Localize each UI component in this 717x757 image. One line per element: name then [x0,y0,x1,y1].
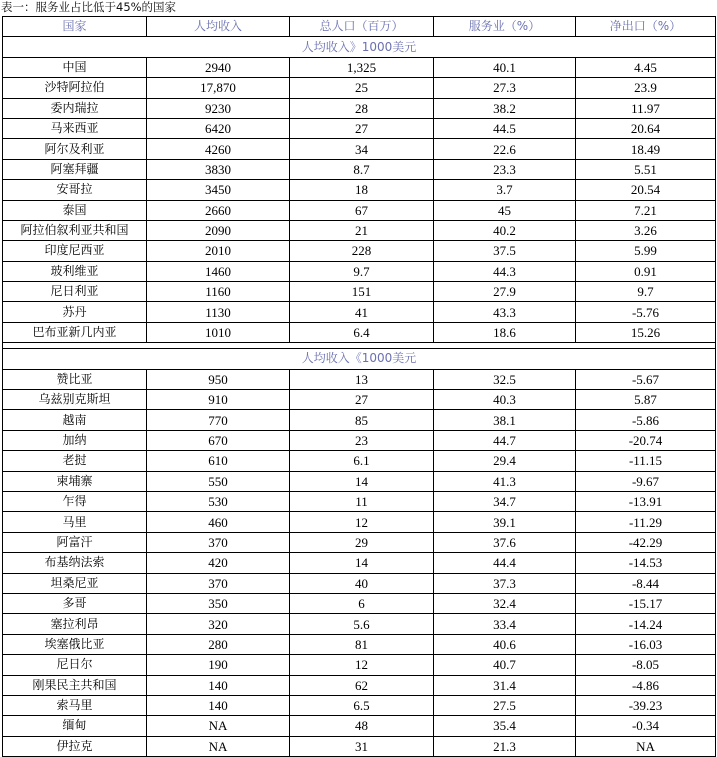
cell-net-exports: -11.15 [576,451,716,471]
cell-income: NA [147,736,290,756]
cell-population: 40 [290,573,434,593]
cell-country: 安哥拉 [3,180,147,200]
cell-net-exports: -15.17 [576,593,716,613]
cell-services: 33.4 [434,614,576,634]
cell-population: 14 [290,553,434,573]
table-row [3,200,716,220]
cell-income: 2660 [147,200,290,220]
cell-country: 巴布亚新几内亚 [3,322,147,342]
cell-country: 塞拉利昂 [3,614,147,634]
cell-country: 马来西亚 [3,118,147,138]
cell-population: 18 [290,180,434,200]
cell-population: 6 [290,593,434,613]
table-row [3,451,716,471]
cell-services: 40.1 [434,57,576,77]
section-header-row [3,349,716,369]
cell-country: 阿塞拜疆 [3,159,147,179]
cell-income: 320 [147,614,290,634]
cell-income: 910 [147,390,290,410]
cell-income: 2940 [147,57,290,77]
cell-population: 5.6 [290,614,434,634]
table-row [3,573,716,593]
cell-income: 2010 [147,241,290,261]
header-services: 服务业（%） [434,17,576,37]
table-row [3,532,716,552]
table-row [3,593,716,613]
cell-services: 40.2 [434,220,576,240]
cell-net-exports: -8.05 [576,655,716,675]
cell-net-exports: -5.76 [576,302,716,322]
cell-net-exports: 20.64 [576,118,716,138]
cell-income: 1160 [147,282,290,302]
cell-population: 34 [290,139,434,159]
cell-income: 370 [147,573,290,593]
cell-income: 770 [147,410,290,430]
cell-country: 加纳 [3,430,147,450]
cell-country: 阿尔及利亚 [3,139,147,159]
cell-income: 670 [147,430,290,450]
cell-net-exports: -5.67 [576,369,716,389]
cell-services: 44.4 [434,553,576,573]
cell-net-exports: 20.54 [576,180,716,200]
cell-population: 9.7 [290,261,434,281]
table-row [3,180,716,200]
cell-population: 1,325 [290,57,434,77]
table-row [3,78,716,98]
section-header-row [3,37,716,57]
cell-income: 550 [147,471,290,491]
cell-income: 17,870 [147,78,290,98]
cell-country: 越南 [3,410,147,430]
cell-net-exports: 5.99 [576,241,716,261]
cell-population: 31 [290,736,434,756]
table-body [3,37,716,757]
table-row [3,118,716,138]
cell-services: 43.3 [434,302,576,322]
cell-net-exports: -20.74 [576,430,716,450]
table-row [3,302,716,322]
cell-net-exports: 3.26 [576,220,716,240]
cell-net-exports: -0.34 [576,716,716,736]
cell-population: 14 [290,471,434,491]
cell-country: 坦桑尼亚 [3,573,147,593]
cell-services: 37.3 [434,573,576,593]
cell-country: 印度尼西亚 [3,241,147,261]
cell-population: 41 [290,302,434,322]
header-population: 总人口（百万） [290,17,434,37]
header-net-exports: 净出口（%） [576,17,716,37]
cell-income: NA [147,716,290,736]
table-row [3,634,716,654]
cell-population: 6.5 [290,695,434,715]
cell-population: 13 [290,369,434,389]
table-row [3,614,716,634]
cell-net-exports: 5.87 [576,390,716,410]
cell-services: 31.4 [434,675,576,695]
table-row [3,390,716,410]
cell-population: 27 [290,118,434,138]
cell-country: 玻利维亚 [3,261,147,281]
table-row [3,471,716,491]
table-row [3,57,716,77]
table-row [3,159,716,179]
cell-country: 尼日尔 [3,655,147,675]
cell-population: 12 [290,512,434,532]
cell-net-exports: 15.26 [576,322,716,342]
cell-services: 38.2 [434,98,576,118]
cell-country: 埃塞俄比亚 [3,634,147,654]
cell-population: 62 [290,675,434,695]
table-row [3,512,716,532]
table-row [3,695,716,715]
cell-country: 赞比亚 [3,369,147,389]
cell-country: 乌兹别克斯坦 [3,390,147,410]
cell-net-exports: 5.51 [576,159,716,179]
cell-population: 67 [290,200,434,220]
cell-services: 44.3 [434,261,576,281]
cell-services: 38.1 [434,410,576,430]
cell-net-exports: NA [576,736,716,756]
cell-services: 23.3 [434,159,576,179]
cell-country: 布基纳法索 [3,553,147,573]
cell-country: 柬埔寨 [3,471,147,491]
cell-country: 苏丹 [3,302,147,322]
cell-income: 420 [147,553,290,573]
cell-population: 11 [290,491,434,511]
cell-net-exports: 9.7 [576,282,716,302]
cell-country: 尼日利亚 [3,282,147,302]
cell-income: 140 [147,675,290,695]
cell-net-exports: -5.86 [576,410,716,430]
cell-income: 6420 [147,118,290,138]
cell-country: 伊拉克 [3,736,147,756]
cell-net-exports: -9.67 [576,471,716,491]
cell-income: 370 [147,532,290,552]
cell-net-exports: -16.03 [576,634,716,654]
cell-net-exports: -42.29 [576,532,716,552]
cell-services: 18.6 [434,322,576,342]
header-country: 国家 [3,17,147,37]
cell-country: 缅甸 [3,716,147,736]
cell-income: 4260 [147,139,290,159]
cell-population: 81 [290,634,434,654]
cell-income: 610 [147,451,290,471]
cell-population: 48 [290,716,434,736]
cell-population: 28 [290,98,434,118]
cell-services: 32.5 [434,369,576,389]
table-row [3,410,716,430]
table-row [3,675,716,695]
cell-population: 228 [290,241,434,261]
table-row [3,369,716,389]
cell-net-exports: 23.9 [576,78,716,98]
table-row [3,430,716,450]
cell-net-exports: 18.49 [576,139,716,159]
cell-services: 39.1 [434,512,576,532]
cell-services: 41.3 [434,471,576,491]
header-row [3,17,716,37]
cell-population: 8.7 [290,159,434,179]
table-caption: 表一：服务业占比低于45%的国家 [1,0,177,14]
cell-income: 1460 [147,261,290,281]
cell-net-exports: 4.45 [576,57,716,77]
cell-services: 37.5 [434,241,576,261]
table-row [3,282,716,302]
cell-population: 12 [290,655,434,675]
table-row [3,322,716,342]
cell-country: 马里 [3,512,147,532]
cell-net-exports: -13.91 [576,491,716,511]
cell-country: 泰国 [3,200,147,220]
table-row [3,98,716,118]
cell-population: 6.1 [290,451,434,471]
cell-services: 34.7 [434,491,576,511]
table-row [3,261,716,281]
cell-services: 27.9 [434,282,576,302]
cell-services: 40.7 [434,655,576,675]
cell-net-exports: -8.44 [576,573,716,593]
cell-income: 350 [147,593,290,613]
cell-services: 3.7 [434,180,576,200]
cell-services: 37.6 [434,532,576,552]
cell-net-exports: 0.91 [576,261,716,281]
cell-country: 沙特阿拉伯 [3,78,147,98]
cell-population: 151 [290,282,434,302]
cell-country: 索马里 [3,695,147,715]
cell-income: 280 [147,634,290,654]
cell-services: 44.7 [434,430,576,450]
table-row [3,220,716,240]
cell-country: 阿拉伯叙利亚共和国 [3,220,147,240]
cell-net-exports: -14.53 [576,553,716,573]
table-row [3,655,716,675]
cell-population: 27 [290,390,434,410]
table-row [3,139,716,159]
cell-services: 27.3 [434,78,576,98]
cell-net-exports: -4.86 [576,675,716,695]
cell-services: 22.6 [434,139,576,159]
cell-income: 140 [147,695,290,715]
cell-income: 1130 [147,302,290,322]
cell-services: 40.3 [434,390,576,410]
cell-services: 27.5 [434,695,576,715]
table-row [3,553,716,573]
cell-income: 3830 [147,159,290,179]
cell-net-exports: -14.24 [576,614,716,634]
cell-income: 9230 [147,98,290,118]
cell-services: 45 [434,200,576,220]
cell-income: 950 [147,369,290,389]
cell-income: 1010 [147,322,290,342]
cell-net-exports: 7.21 [576,200,716,220]
cell-country: 乍得 [3,491,147,511]
countries-table [2,16,716,757]
cell-services: 29.4 [434,451,576,471]
cell-country: 刚果民主共和国 [3,675,147,695]
cell-population: 85 [290,410,434,430]
cell-country: 中国 [3,57,147,77]
cell-country: 委内瑞拉 [3,98,147,118]
cell-population: 21 [290,220,434,240]
cell-income: 3450 [147,180,290,200]
cell-services: 44.5 [434,118,576,138]
cell-net-exports: -39.23 [576,695,716,715]
section-label: 人均收入》1000美元 [3,37,716,57]
section-label: 人均收入《1000美元 [3,349,716,369]
cell-income: 460 [147,512,290,532]
cell-population: 6.4 [290,322,434,342]
table-row [3,491,716,511]
cell-country: 老挝 [3,451,147,471]
table-row [3,716,716,736]
cell-services: 40.6 [434,634,576,654]
cell-population: 23 [290,430,434,450]
cell-services: 32.4 [434,593,576,613]
cell-country: 多哥 [3,593,147,613]
cell-net-exports: 11.97 [576,98,716,118]
table-header [3,17,716,37]
cell-services: 35.4 [434,716,576,736]
cell-population: 29 [290,532,434,552]
table-row [3,241,716,261]
cell-population: 25 [290,78,434,98]
cell-income: 190 [147,655,290,675]
header-income: 人均收入 [147,17,290,37]
cell-income: 2090 [147,220,290,240]
cell-country: 阿富汗 [3,532,147,552]
cell-income: 530 [147,491,290,511]
cell-services: 21.3 [434,736,576,756]
cell-net-exports: -11.29 [576,512,716,532]
